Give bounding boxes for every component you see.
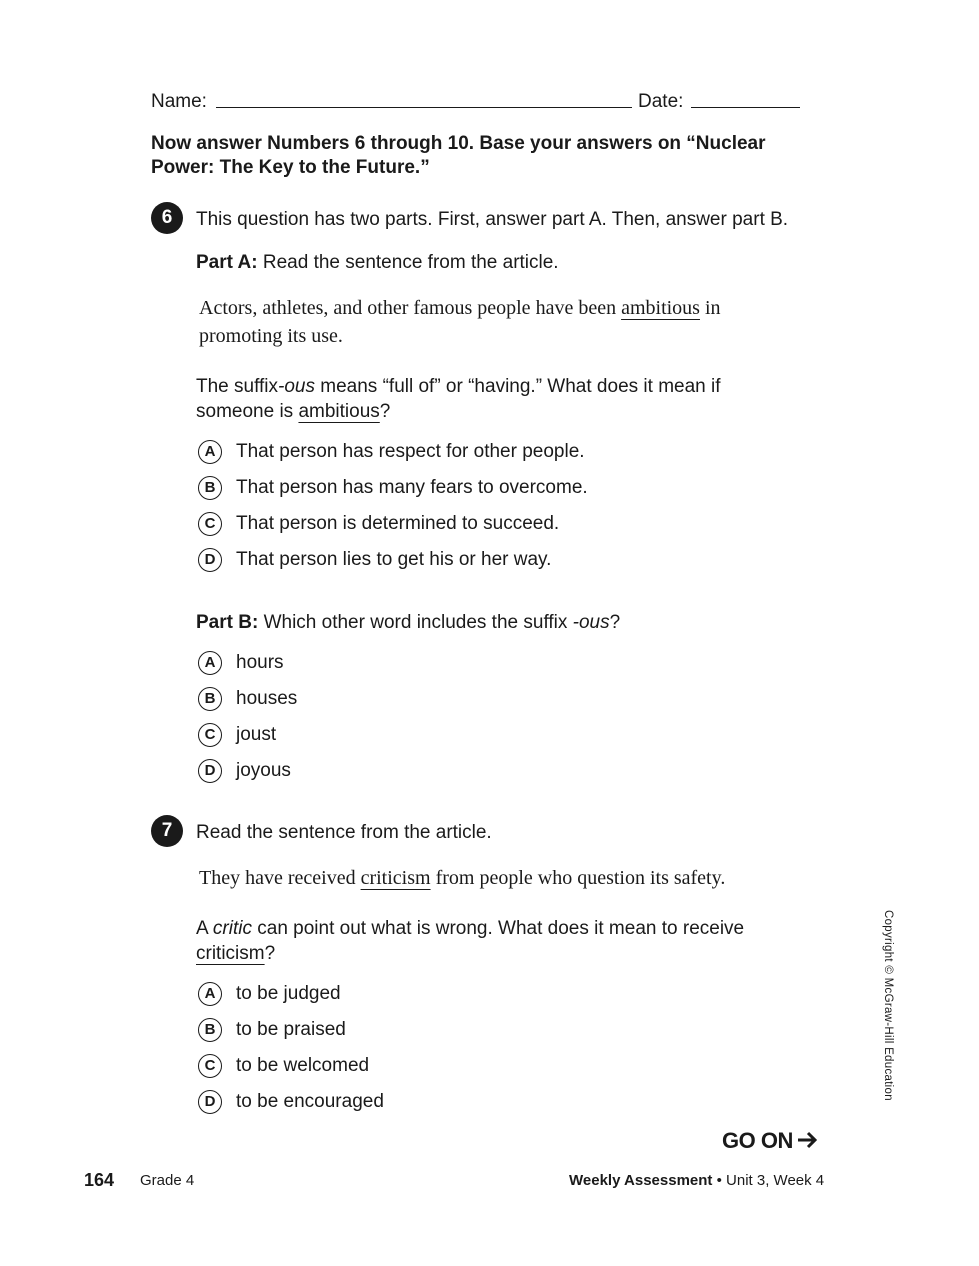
q6-intro: This question has two parts. First, answer part A. Then, answer part B. xyxy=(196,209,789,230)
q6-partA-question xyxy=(196,374,806,424)
question-text: someone is xyxy=(196,401,294,422)
question-underlined-word: criticism xyxy=(196,943,265,964)
question-text: means “full of” or “having.” What does it mean if xyxy=(320,376,721,397)
page-number: 164 xyxy=(84,1170,115,1190)
passage-text: in xyxy=(704,297,721,319)
option-text: That person is determined to succeed. xyxy=(236,513,560,534)
answer-bubble[interactable]: C xyxy=(198,512,222,536)
question-text: can point out what is wrong. What does it mean to receive xyxy=(257,918,745,939)
option-text: hours xyxy=(236,652,284,673)
date-label: Date: xyxy=(638,91,684,112)
q7-passage xyxy=(199,864,725,892)
option-text: joust xyxy=(236,724,277,745)
arrow-right-icon xyxy=(797,1131,819,1149)
answer-bubble[interactable]: B xyxy=(198,476,222,500)
answer-bubble[interactable]: D xyxy=(198,759,222,783)
answer-bubble[interactable]: B xyxy=(198,1018,222,1042)
q6-partB-heading xyxy=(196,610,620,635)
grade-label: Grade 4 xyxy=(140,1172,195,1189)
question-number-7: 7 xyxy=(151,815,183,847)
passage-underlined-word: ambitious xyxy=(621,297,700,319)
assessment-title: Weekly Assessment xyxy=(569,1172,713,1189)
suffix-text: -ous xyxy=(572,612,610,633)
q6-passage xyxy=(199,294,819,350)
partB-prompt: Which other word includes the suffix xyxy=(263,612,568,633)
question-underlined-word: ambitious xyxy=(298,401,380,422)
passage-underlined-word: criticism xyxy=(360,867,431,889)
name-label: Name: xyxy=(151,91,207,112)
option-text: houses xyxy=(236,688,298,709)
answer-bubble[interactable]: B xyxy=(198,687,222,711)
passage-text: from people who question its safety. xyxy=(435,867,726,889)
answer-bubble[interactable]: D xyxy=(198,548,222,572)
q6-partA-heading xyxy=(196,250,559,275)
option-text: That person has respect for other people. xyxy=(236,441,585,462)
go-on-button[interactable] xyxy=(722,1128,819,1154)
footer-separator: • xyxy=(716,1172,722,1189)
question-italic-word: critic xyxy=(212,918,252,939)
unit-week: Unit 3, Week 4 xyxy=(726,1172,825,1189)
question-number-6: 6 xyxy=(151,202,183,234)
question-text: The suffix xyxy=(196,376,279,397)
option-text: to be praised xyxy=(236,1019,346,1040)
name-field[interactable] xyxy=(216,107,632,108)
date-field[interactable] xyxy=(691,107,800,108)
question-text: A xyxy=(196,918,208,939)
go-on-label: GO ON xyxy=(722,1128,793,1153)
answer-bubble[interactable]: C xyxy=(198,723,222,747)
partB-label: Part B: xyxy=(196,612,259,633)
answer-bubble[interactable]: D xyxy=(198,1090,222,1114)
partA-label: Part A: xyxy=(196,252,258,273)
option-text: That person lies to get his or her way. xyxy=(236,549,552,570)
partA-prompt: Read the sentence from the article. xyxy=(262,252,559,273)
answer-bubble[interactable]: C xyxy=(198,1054,222,1078)
partB-prompt-end: ? xyxy=(609,612,621,633)
option-text: to be welcomed xyxy=(236,1055,370,1076)
instructions: Now answer Numbers 6 through 10. Base your answers on “Nuclear Power: The Key to the Future.” xyxy=(151,133,766,178)
passage-text: Actors, athletes, and other famous people have been xyxy=(199,297,617,319)
q7-prompt: Read the sentence from the article. xyxy=(196,822,492,843)
copyright-container xyxy=(880,910,896,1120)
copyright-text: Copyright © McGraw-Hill Education xyxy=(882,910,894,1101)
footer-assessment xyxy=(569,1172,824,1189)
suffix-text: -ous xyxy=(278,376,315,397)
option-text: to be judged xyxy=(236,983,341,1004)
option-text: That person has many fears to overcome. xyxy=(236,477,588,498)
passage-text: promoting its use. xyxy=(199,325,343,347)
passage-text: They have received xyxy=(199,867,356,889)
question-text: ? xyxy=(379,401,391,422)
answer-bubble[interactable]: A xyxy=(198,982,222,1006)
question-text: ? xyxy=(264,943,276,964)
option-text: to be encouraged xyxy=(236,1091,384,1112)
answer-bubble[interactable]: A xyxy=(198,440,222,464)
option-text: joyous xyxy=(236,760,291,781)
q7-question xyxy=(196,916,806,966)
answer-bubble[interactable]: A xyxy=(198,651,222,675)
